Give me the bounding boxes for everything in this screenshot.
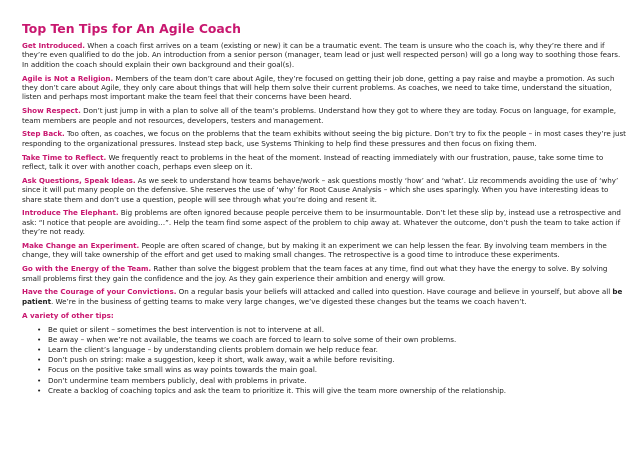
list-item	[37, 386, 626, 396]
tip-heading: Have the Courage of your Convictions.	[22, 287, 177, 297]
document-title: Top Ten Tips for An Agile Coach	[22, 21, 241, 36]
tip-body: Members of the team don’t care about Agile, they’re focused on getting their job done, getting a pay raise and maybe a promotion. As such they don’t care about Agile, they only care about things that will help them solve their current problems. As coaches, we need to take time, understand the situation, listen and perhaps most important make the team feel that their concerns have been heard.	[22, 73, 615, 102]
tip-body: On a regular basis your beliefs will attacked and called into question. Have courage and believe in yourself, but above all	[176, 287, 613, 297]
tip-body-end: . We’re in the business of getting teams to make very large changes, we’ve digested these changes but the teams we coach haven’t.	[51, 296, 527, 306]
tip-heading: Ask Questions, Speak Ideas.	[22, 175, 136, 185]
list-item-text: Create a backlog of coaching topics and ask the team to prioritize it. This will give the team more ownership of the relationship.	[48, 385, 506, 395]
list-item	[37, 345, 626, 355]
tip-paragraph	[22, 208, 626, 236]
tip-body: Rather than solve the biggest problem that the team faces at any time, find out what they have the energy to solve. By solving small problems first they gain the confidence and the joy. As they gain experience their ambition and energy will grow.	[22, 264, 608, 283]
tip-body: When a coach first arrives on a team (existing or new) it can be a traumatic event. The team is unsure who the coach is, why they’re there and if they’re even qualified to do the job. An introduction from a senior person (manager, team lead or just well respected person) will go a long way to soothing those fears. In addition the coach should explain their own background and their goal(s).	[22, 41, 621, 69]
bullet-icon: •	[37, 324, 42, 334]
list-item-text: Don’t undermine team members publicly, deal with problems in private.	[48, 375, 307, 385]
tip-heading: Go with the Energy of the Team.	[22, 264, 152, 274]
other-tips-heading: A variety of other tips:	[22, 310, 114, 320]
list-item-text: Focus on the positive take small wins as way points towards the main goal.	[48, 365, 318, 375]
tip-paragraph-courage	[22, 287, 626, 306]
tip-body: Big problems are often ignored because people perceive them to be insurmountable. Don’t let these slip by, instead use a retrospective and ask: “I notice that people are avoiding…”. Help the team find some aspect of the problem to chip away at. Whatever the outcome, don’t push the team to take action if they’re not ready.	[22, 208, 621, 237]
list-item-text: Learn the client’s language – by understanding clients problem domain we help reduce fear.	[48, 344, 378, 354]
list-item	[37, 325, 626, 335]
tip-body: Too often, as coaches, we focus on the problems that the team exhibits without seeing the big picture. Don’t try to fix the people – in most cases they’re just responding to the organizational pressures. Instead step back, use Systems Thinking to help find these pressures and then focus on fixing them.	[22, 129, 626, 148]
tip-heading: Show Respect.	[22, 106, 81, 116]
tip-heading: Take Time to Reflect.	[22, 152, 107, 162]
tip-paragraph	[22, 176, 626, 204]
list-item	[37, 335, 626, 345]
tip-paragraph	[22, 41, 626, 69]
bullet-icon: •	[37, 344, 42, 354]
list-item	[37, 376, 626, 386]
tip-paragraph	[22, 74, 626, 102]
tip-paragraph	[22, 264, 626, 283]
tip-heading: Make Change an Experiment.	[22, 241, 140, 251]
tips-list	[22, 41, 626, 283]
tip-body: People are often scared of change, but by making it an experiment we can help lessen the fear. By involving team members in the change, they will take ownership of the effort and get used to making small changes. The retrospective is a good time to introduce these experiments.	[22, 241, 607, 260]
tip-paragraph	[22, 106, 626, 125]
tip-body: We frequently react to problems in the heat of the moment. Instead of reacting immediately with our frustration, pause, take some time to reflect, talk it over with another coach, perhaps even sleep on it.	[22, 152, 604, 172]
tip-heading: Introduce The Elephant.	[22, 208, 119, 218]
tip-body: Don’t just jump in with a plan to solve all of the team’s problems. Understand how they got to where they are today. Focus on language, for example, team members are people and not resources, developers, testers and management.	[22, 106, 616, 125]
tip-paragraph	[22, 129, 626, 148]
list-item	[37, 355, 626, 365]
tip-heading: Agile is Not a Religion.	[22, 73, 114, 83]
tip-heading: Get Introduced.	[22, 41, 85, 50]
list-item	[37, 365, 626, 375]
bullet-icon: •	[37, 355, 42, 365]
bullet-icon: •	[37, 365, 42, 375]
tip-emphasis: be patient	[22, 287, 623, 306]
bullet-icon: •	[37, 334, 42, 344]
tip-paragraph	[22, 241, 626, 260]
other-tips-list	[22, 325, 626, 396]
tip-heading: Step Back.	[22, 129, 65, 139]
list-item-text: Be quiet or silent – sometimes the best intervention is not to intervene at all.	[48, 324, 325, 334]
bullet-icon: •	[37, 375, 42, 385]
bullet-icon: •	[37, 385, 42, 395]
list-item-text: Don’t push on string: make a suggestion, keep it short, walk away, wait a while before revisiting.	[48, 355, 395, 365]
tip-paragraph	[22, 153, 626, 172]
list-item-text: Be away – when we’re not available, the teams we coach are forced to learn to solve some of their own problems.	[48, 334, 457, 344]
tip-body: As we seek to understand how teams behave/work – ask questions mostly ‘how’ and ‘what’. Liz recommends avoiding the use of ‘why’ since it will put many people on the defensive. She reserves the use of ‘why’ for Root Cause Analysis – which she uses sparingly. When you have interesting ideas to share state them and don’t use a question, people will see through what you’re doing and resent it.	[22, 175, 619, 204]
